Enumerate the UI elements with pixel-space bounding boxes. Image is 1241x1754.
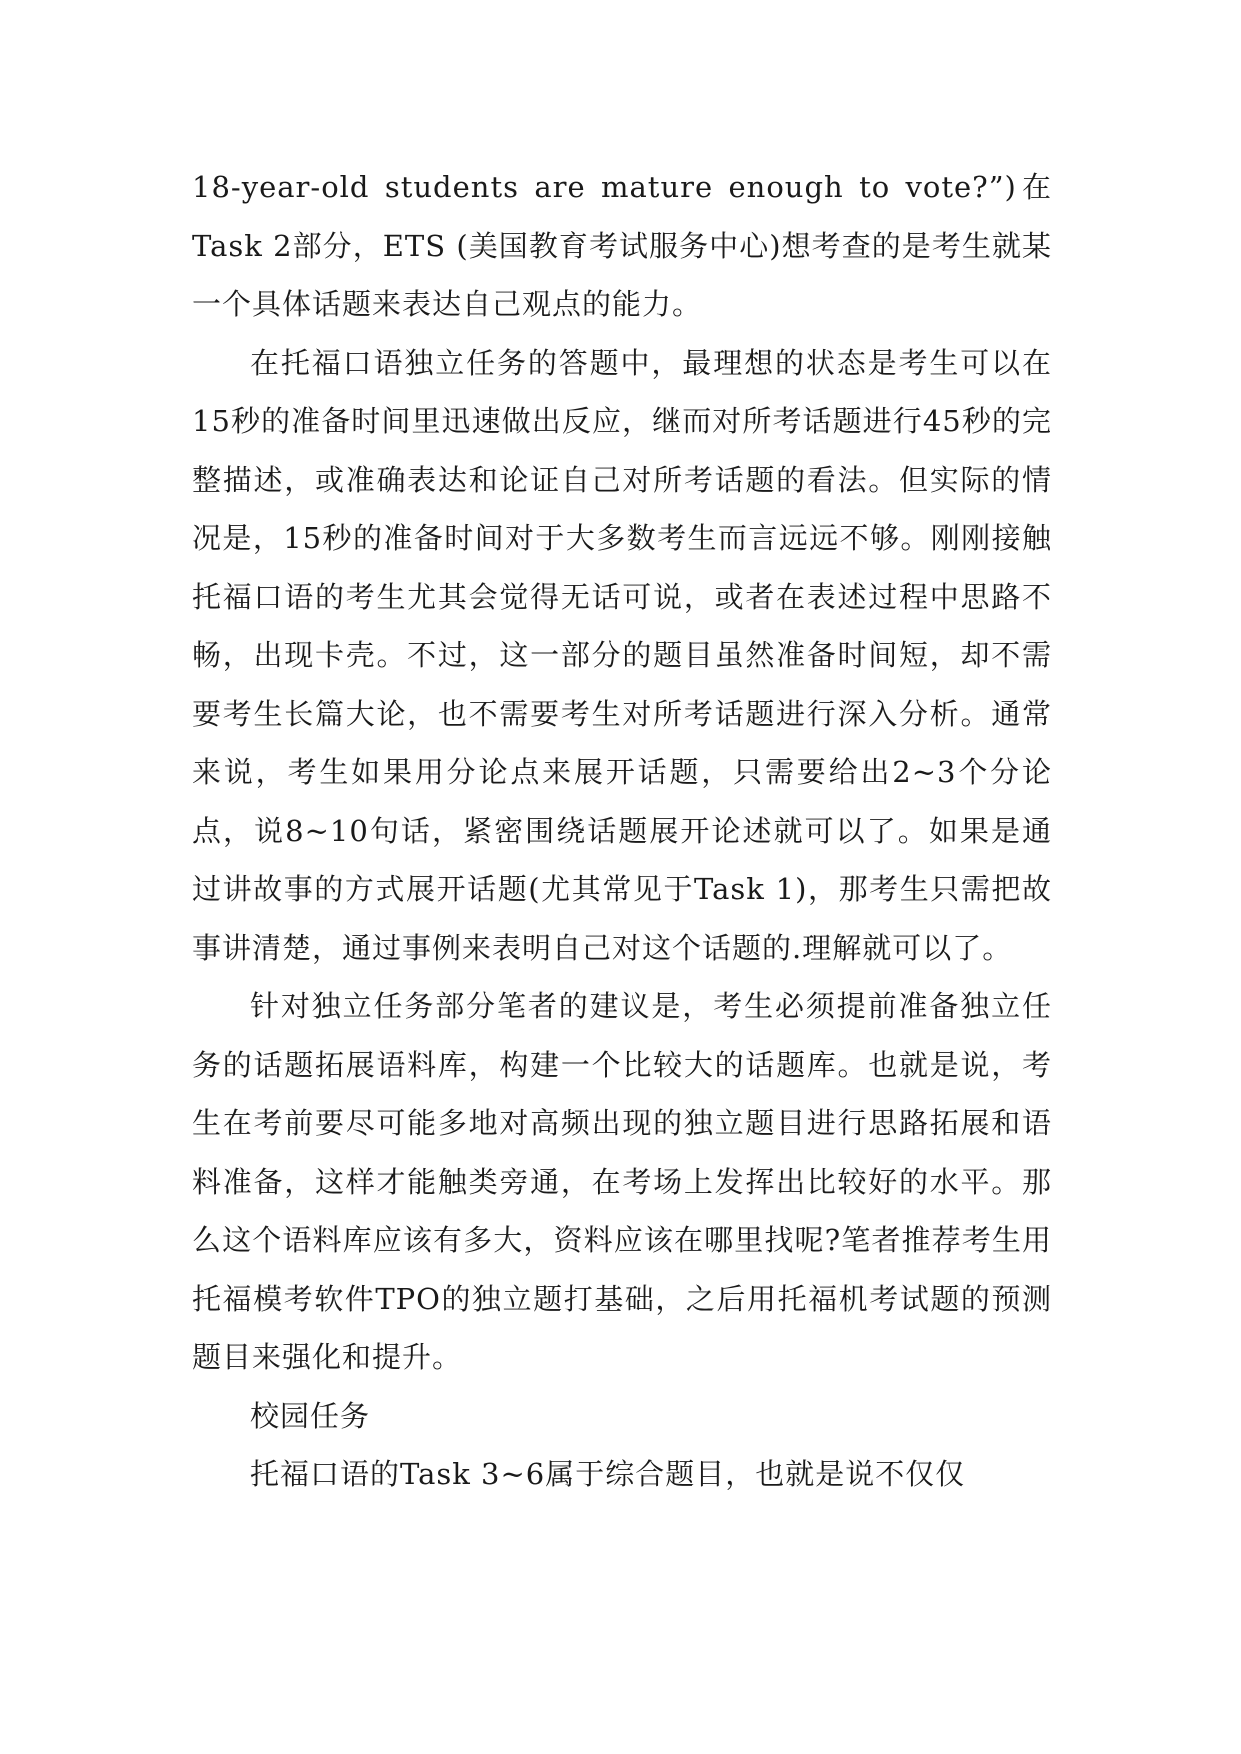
paragraph-5: 托福口语的Task 3~6属于综合题目，也就是说不仅仅 <box>250 1457 966 1491</box>
paragraph-2: 在托福口语独立任务的答题中，最理想的状态是考生可以在15秒的准备时间里迅速做出反应，继而对所考话题进行45秒的完整描述，或准确表达和论证自己对所考话题的看法。但实际的情况是，15秒的准备时间对于大多数考生而言远远不够。刚刚接触托福口语的考生尤其会觉得无话可说，或者在表述过程中思路不畅，出现卡壳。不过，这一部分的题目虽然准备时间短，却不需要考生长篇大论，也不需要考生对所考话题进行深入分析。通常来说，考生如果用分论点来展开话题，只需要给出2~3个分论点，说8~10句话，紧密围绕话题展开论述就可以了。如果是通过讲故事的方式展开话题(尤其常见于Task 1)，那考生只需把故事讲清楚，通过事例来表明自己对这个话题的.理解就可以了。 <box>192 345 1052 965</box>
paragraph-1: 18-year-old students are mature enough to vote?”)在Task 2部分，ETS (美国教育考试服务中心)想考查的是考生就某一个具体话题来表达自己观点的能力。 <box>192 170 1052 321</box>
section-heading-campus-task: 校园任务 <box>250 1398 371 1433</box>
document-body <box>192 158 1052 1504</box>
paragraph-3: 针对独立任务部分笔者的建议是，考生必须提前准备独立任务的话题拓展语料库，构建一个比较大的话题库。也就是说，考生在考前要尽可能多地对高频出现的独立题目进行思路拓展和语料准备，这样才能触类旁通，在考场上发挥出比较好的水平。那么这个语料库应该有多大，资料应该在哪里找呢?笔者推荐考生用托福模考软件TPO的独立题打基础，之后用托福机考试题的预测题目来强化和提升。 <box>192 989 1052 1374</box>
